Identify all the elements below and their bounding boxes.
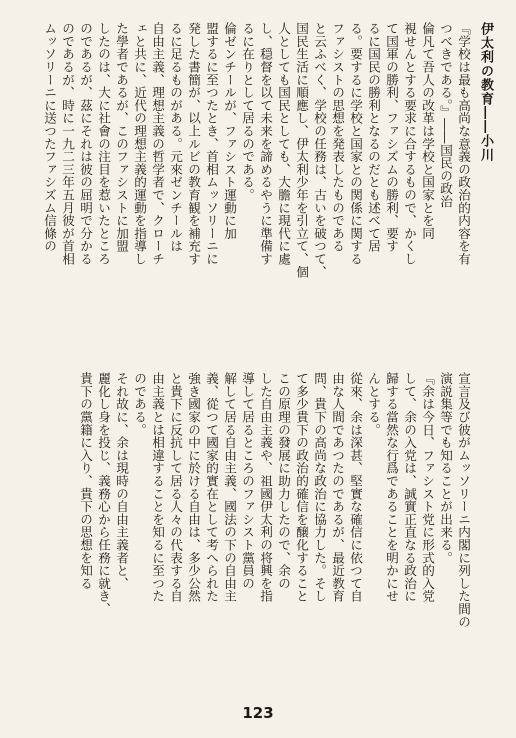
page-number: 123: [242, 704, 274, 722]
text-line-lower: 麗化し身を投じ、義務心から任務に就き、: [96, 372, 111, 616]
text-line-upper: のであるが、時に一九二三年五月彼が首相: [60, 22, 75, 266]
text-line-upper: るに足るものがある。元來ゼンチールは: [168, 22, 183, 253]
text-line-lower: 導して居るところのファシスト黨員の: [240, 372, 255, 590]
lower-text-block: [16, 372, 472, 690]
text-line-upper: て国軍の勝利、ファシズムの勝利、要す: [384, 22, 399, 253]
text-line-lower: 由な人間であつたのであるが、最近教育: [330, 372, 345, 603]
text-line-lower: 強き國家の中に於ける自由は、多少公然: [186, 372, 201, 603]
text-line-lower: 由主義とは相違することを知るに至つた: [150, 372, 165, 603]
text-line-upper: 視せんとする要求に合するもので、かくし: [402, 22, 417, 266]
upper-text-block: [16, 22, 472, 358]
text-line-lower: 歸する當然な行爲であることを明かにせ: [384, 372, 399, 603]
text-line-upper: し、穏督を以て未来を諦めるやうに準備す: [258, 22, 273, 266]
text-line-upper: 自由主義、理想主義の哲学者で、クローチ: [150, 22, 165, 266]
text-line-upper: ェと共に、近代の理想主義的運動を指導し: [132, 22, 147, 266]
text-line-lower: 從來、余は深甚、堅實な確信に依つて自: [348, 372, 363, 603]
text-line-upper: ファシストの思想を発表したものである: [330, 22, 345, 253]
text-line-lower: して、余の入党は、誠實正直なる政治に: [402, 372, 417, 603]
text-line-upper: ムッソリーニに送つたファシズム信條の: [42, 22, 57, 253]
text-line-upper: 人としても国民としても、大膽に現代に處: [276, 22, 291, 266]
text-line-lower: それ故に、余は現時の自由主義者と、: [114, 372, 129, 590]
text-line-lower: のである。: [132, 372, 147, 436]
text-line-lower: 『余は今日、ファシスト党に形式的入党: [420, 372, 435, 603]
text-line-upper: 国民生活に順應し、伊太利少年を引立て、個: [294, 22, 309, 278]
text-line-lower: 問、貴下の高尚な政治に協力した。そし: [312, 372, 327, 603]
text-line-lower: 演説集等でも知ることが出来る。: [438, 372, 453, 564]
text-line-lower: この原理の發展に助力したので、余の: [276, 372, 291, 590]
text-line-upper: のであるが、茲にそれは彼の屈明で分かる: [78, 22, 93, 266]
text-line-lower: した自由主義や、祖國伊太利の将興を指: [258, 372, 273, 603]
text-line-upper: つべきである。』――国民の政治: [438, 22, 453, 208]
text-line-lower: と貴下に反抗して居る人々の代表する自: [168, 372, 183, 603]
text-line-upper: る。要するに学校と国家との関係に関する: [348, 22, 363, 266]
text-line-lower: て多少貴下の政治的確信を醸化すること: [294, 372, 309, 603]
text-line-upper: 倫ゼンチールが、ファシスト運動に加: [222, 22, 237, 240]
text-line-upper: るに在りとして居るのである。: [240, 22, 255, 202]
text-line-upper: 倫凡て吾人の改革は学校と国家とを同: [420, 22, 435, 240]
text-line-upper: るに国民の勝利となるのだとも述べて居: [366, 22, 381, 253]
text-line-lower: 解して居る自由主義、國法の下の自由主: [222, 372, 237, 603]
text-line-lower: んとする。: [366, 372, 381, 436]
text-line-lower: 義、從つて國家的實在として考へられた: [204, 372, 219, 603]
text-line-upper: 『学校は最も高尚な意義の政治的内容を有: [456, 22, 471, 266]
text-line-lower: 宣言及び彼がムッソリーニ内閣に列した間の: [456, 372, 471, 628]
running-head: 伊太利の教育――小川: [478, 22, 493, 162]
text-line-upper: 発した書簡が、以上ルビの教育観を補充す: [186, 22, 201, 266]
text-line-upper: と云ふべく、学校の任務は、古いを破つて、: [312, 22, 327, 278]
text-line-lower: 貴下の黨籍に入り、貴下の思想を知る: [78, 372, 93, 590]
text-line-upper: 盟するに至つたとき、首相ムッソリーニに: [204, 22, 219, 266]
text-line-upper: したのは、大に社會の注目を惹いたところ: [96, 22, 111, 266]
text-line-upper: た學者であるが、このファシストに加盟: [114, 22, 129, 253]
